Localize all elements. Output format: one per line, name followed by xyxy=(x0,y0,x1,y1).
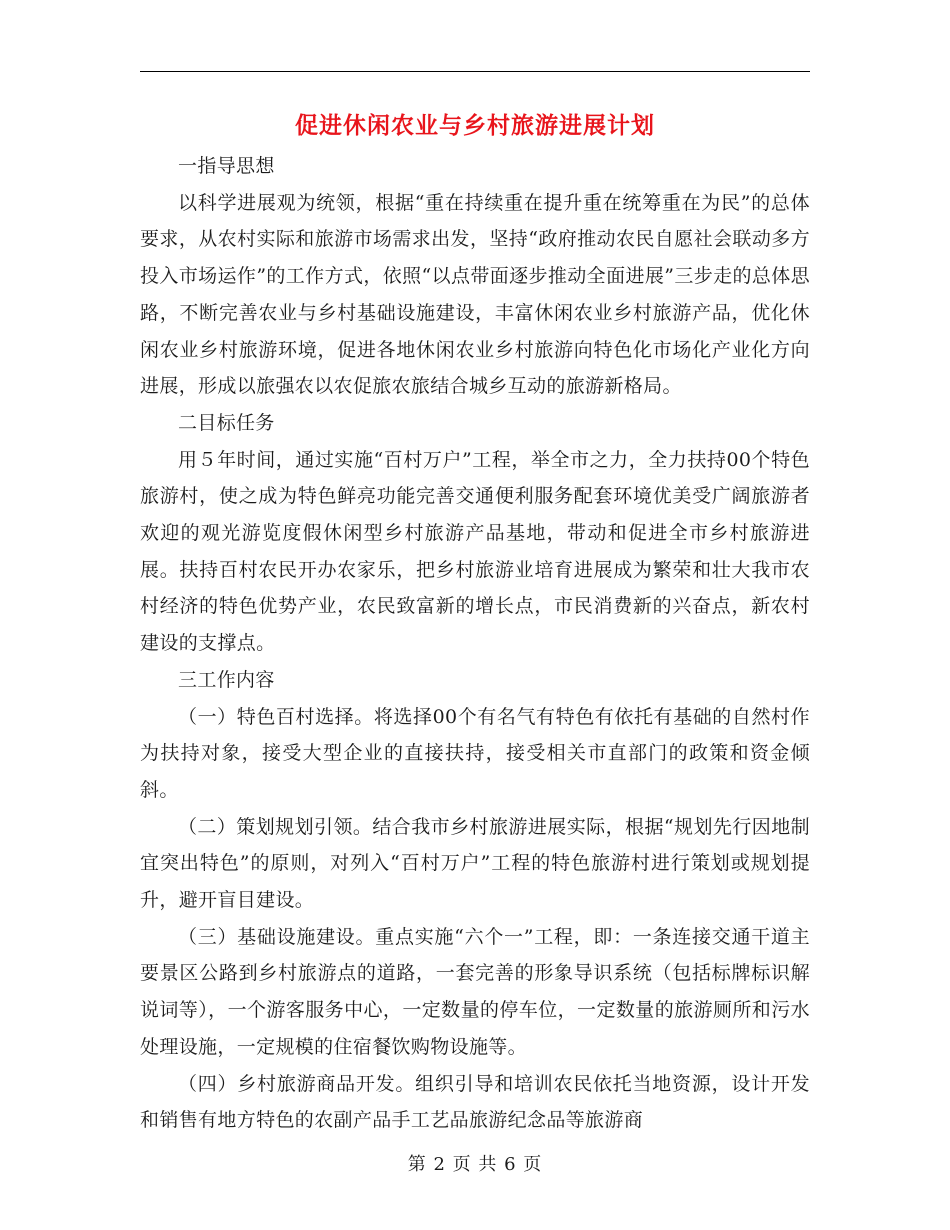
paragraph-guiding-thought: 以科学进展观为统领，根据“重在持续重在提升重在统筹重在为民”的总体要求，从农村实际和旅游市场需求出发，坚持“政府推动农民自愿社会联动多方投入市场运作”的工作方式，依照“以点带面逐步推动全面进展”三步走的总体思路，不断完善农业与乡村基础设施建设，丰富休闲农业乡村旅游产品，优化休闲农业乡村旅游环境，促进各地休闲农业乡村旅游向特色化市场化产业化方向进展，形成以旅强农以农促旅农旅结合城乡互动的旅游新格局。 xyxy=(140,191,810,398)
document-title: 促进休闲农业与乡村旅游进展计划 xyxy=(295,112,655,139)
paragraph-planning: （二）策划规划引领。结合我市乡村旅游进展实际，根据“规划先行因地制宜突出特色”的原则，对列入“百村万户”工程的特色旅游村进行策划或规划提升，避开盲目建设。 xyxy=(140,815,810,912)
paragraph-objectives: 用５年时间，通过实施“百村万户”工程，举全市之力，全力扶持00个特色旅游村，使之成为特色鲜亮功能完善交通便利服务配套环境优美受广阔旅游者欢迎的观光游览度假休闲型乡村旅游产品基地，带动和促进全市乡村旅游进展。扶持百村农民开办农家乐，把乡村旅游业培育进展成为繁荣和壮大我市农村经济的特色优势产业，农民致富新的增长点，市民消费新的兴奋点，新农村建设的支撑点。 xyxy=(140,448,810,655)
paragraph-village-selection: （一）特色百村选择。将选择00个有名气有特色有依托有基础的自然村作为扶持对象，接受大型企业的直接扶持，接受相关市直部门的政策和资金倾斜。 xyxy=(140,705,810,801)
page-number-footer: 第 2 页 共 6 页 xyxy=(407,1154,543,1175)
section-heading-work-content: 三工作内容 xyxy=(178,668,275,691)
document-body xyxy=(140,148,810,1139)
header-rule xyxy=(140,71,810,72)
paragraph-infrastructure: （三）基础设施建设。重点实施“六个一”工程，即：一条连接交通干道主要景区公路到乡村旅游点的道路，一套完善的形象导识系统（包括标牌标识解说词等），一个游客服务中心，一定数量的停车位，一定数量的旅游厕所和污水处理设施，一定规模的住宿餐饮购物设施等。 xyxy=(140,925,810,1058)
section-heading-objectives: 二目标任务 xyxy=(178,411,275,434)
paragraph-tourism-products: （四）乡村旅游商品开发。组织引导和培训农民依托当地资源，设计开发和销售有地方特色的农副产品手工艺品旅游纪念品等旅游商 xyxy=(140,1072,810,1132)
section-heading-guiding-thought: 一指导思想 xyxy=(178,155,275,177)
